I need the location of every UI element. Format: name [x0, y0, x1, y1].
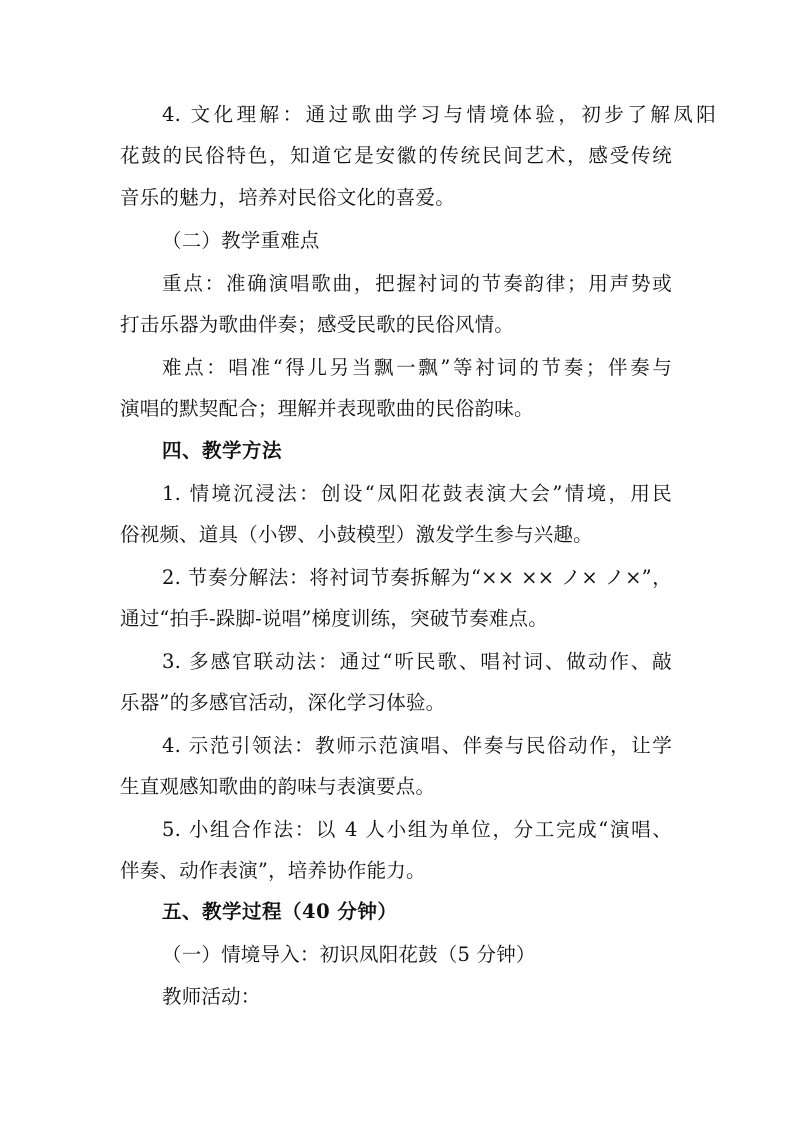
paragraph-line: 花鼓的民俗特色，知道它是安徽的传统民间艺术，感受传统 [120, 144, 672, 167]
section-subheading: （二）教学重难点 [162, 229, 320, 252]
section-subheading: （一）情境导入：初识凤阳花鼓（5 分钟） [162, 943, 536, 966]
paragraph-line: 2. 节奏分解法：将衬词节奏拆解为“×× ×× ノ× ノ×”， [162, 566, 672, 589]
paragraph-line: 打击乐器为歌曲伴奏；感受民歌的民俗风情。 [120, 313, 515, 336]
paragraph-line: 教师活动： [162, 985, 261, 1008]
paragraph-line: 4. 示范引领法：教师示范演唱、伴奏与民俗动作，让学 [162, 734, 672, 757]
paragraph-line: 演唱的默契配合；理解并表现歌曲的民俗韵味。 [120, 397, 534, 420]
paragraph-line: 通过“拍手-跺脚-说唱”梯度训练，突破节奏难点。 [120, 607, 548, 630]
paragraph-line: 生直观感知歌曲的韵味与表演要点。 [120, 775, 436, 798]
section-heading: 四、教学方法 [162, 439, 283, 462]
paragraph-line: 4. 文化理解：通过歌曲学习与情境体验，初步了解凤阳 [162, 103, 716, 126]
section-heading: 五、教学过程（40 分钟） [162, 900, 398, 923]
paragraph-line: 伴奏、动作表演”，培养协作能力。 [120, 859, 426, 882]
paragraph-line: 俗视频、道具（小锣、小鼓模型）激发学生参与兴趣。 [120, 523, 593, 546]
paragraph-line: 音乐的魅力，培养对民俗文化的喜爱。 [120, 186, 455, 209]
paragraph-line: 重点：准确演唱歌曲，把握衬词的节奏韵律；用声势或 [162, 272, 672, 295]
paragraph-line: 难点：唱准“得儿另当飘一飘”等衬词的节奏；伴奏与 [162, 356, 672, 379]
paragraph-line: 1. 情境沉浸法：创设“凤阳花鼓表演大会”情境，用民 [162, 482, 672, 505]
paragraph-line: 5. 小组合作法：以 4 人小组为单位，分工完成“演唱、 [162, 818, 672, 841]
paragraph-line: 乐器”的多感官活动，深化学习体验。 [120, 691, 446, 714]
paragraph-line: 3. 多感官联动法：通过“听民歌、唱衬词、做动作、敲 [162, 650, 672, 673]
